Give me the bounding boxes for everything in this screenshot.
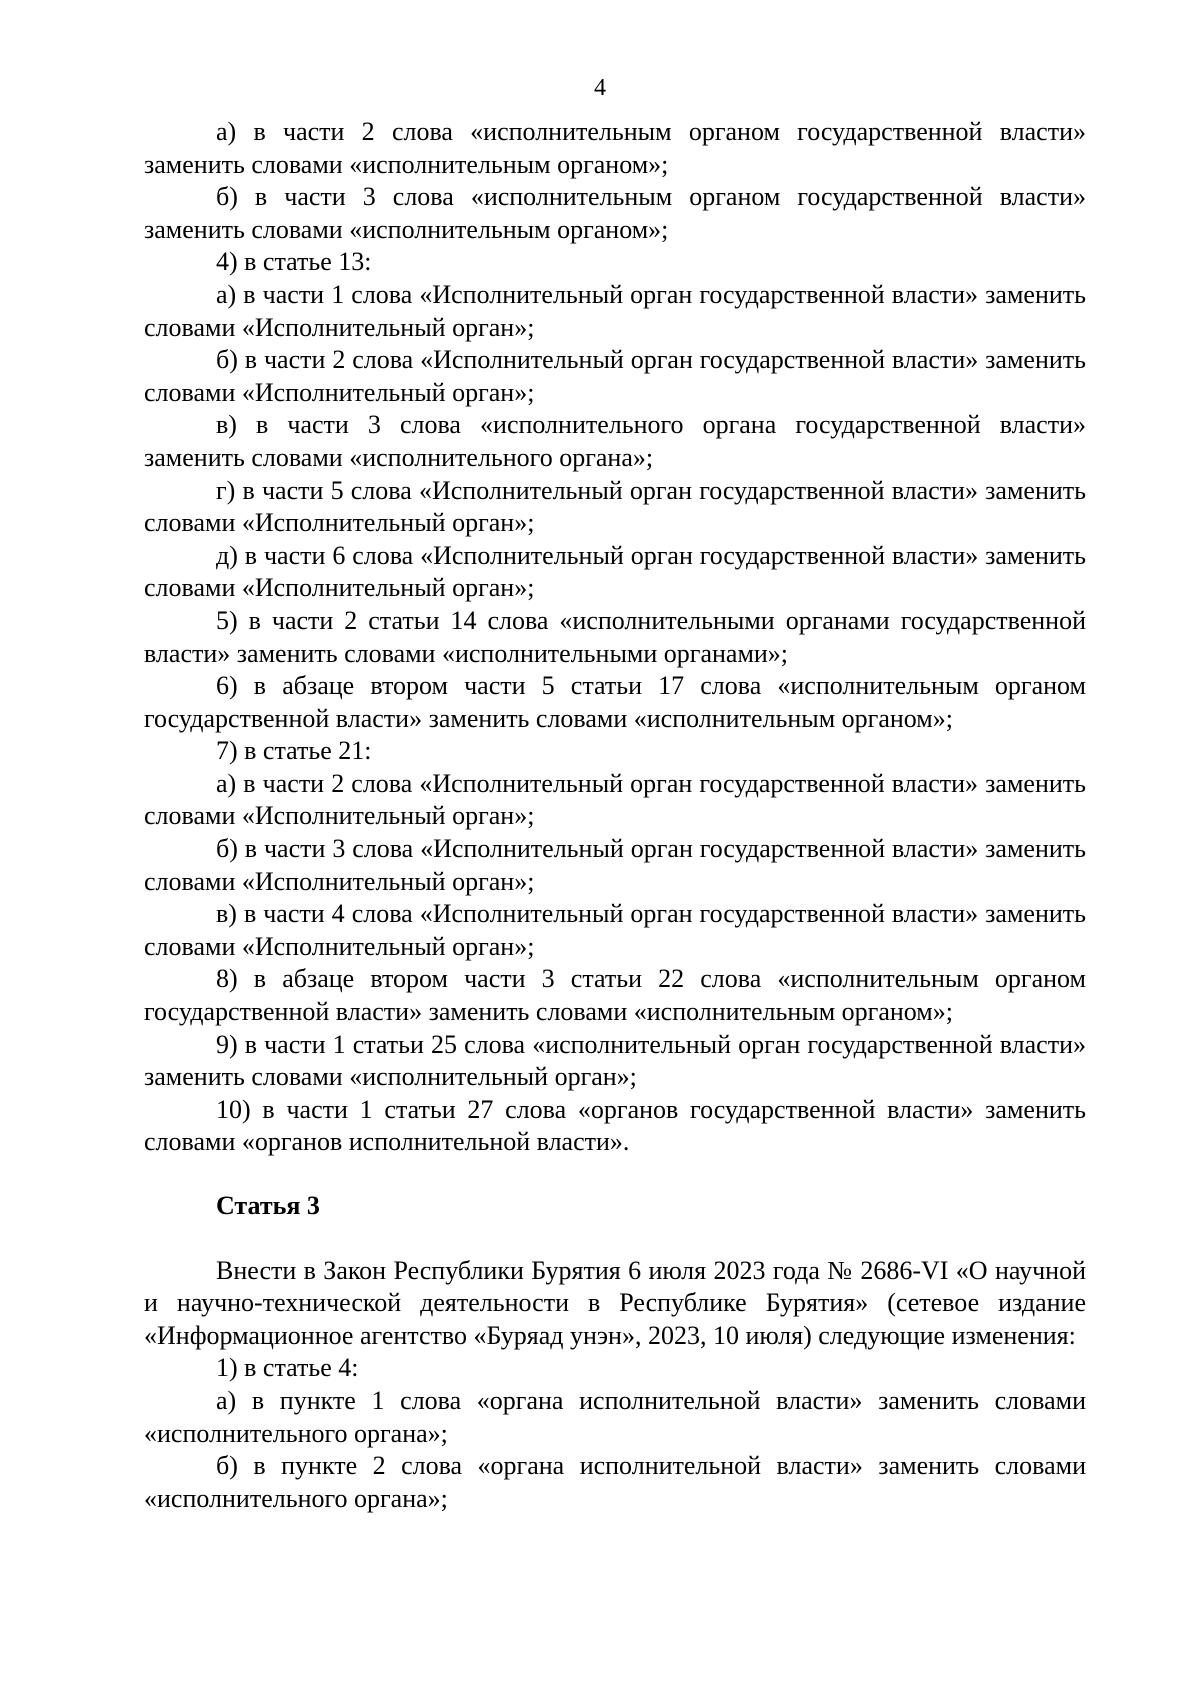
paragraph: 5) в части 2 статьи 14 слова «исполнительными органами государственной власти» заменить словами «исполнительными органами»; — [144, 605, 1086, 668]
paragraph: в) в части 4 слова «Исполнительный орган государственной власти» заменить словами «Исполнительный орган»; — [144, 899, 1086, 961]
page-number: 4 — [594, 75, 606, 101]
paragraph: а) в части 2 слова «исполнительным органом государственной власти» заменить словами «исполнительным органом»; — [144, 117, 1086, 179]
article-heading: Статья 3 — [216, 1191, 320, 1220]
paragraph: а) в пункте 1 слова «органа исполнительной власти» заменить словами «исполнительного органа»; — [144, 1385, 1086, 1448]
paragraph: б) в части 3 слова «исполнительным органом государственной власти» заменить словами «исполнительным органом»; — [144, 182, 1086, 244]
paragraph: 7) в статье 21: — [216, 736, 372, 766]
paragraph: д) в части 6 слова «Исполнительный орган государственной власти» заменить словами «Исполнительный орган»; — [144, 540, 1086, 603]
paragraph: б) в части 2 слова «Исполнительный орган государственной власти» заменить словами «Исполнительный орган»; — [144, 345, 1086, 407]
paragraph: 10) в части 1 статьи 27 слова «органов государственной власти» заменить словами «органов исполнительной власти». — [144, 1094, 1086, 1157]
paragraph: а) в части 1 слова «Исполнительный орган государственной власти» заменить словами «Исполнительный орган»; — [144, 279, 1086, 342]
paragraph: 9) в части 1 статьи 25 слова «исполнительный орган государственной власти» заменить словами «исполнительный орган»; — [144, 1029, 1086, 1092]
paragraph: в) в части 3 слова «исполнительного органа государственной власти» заменить словами «исполнительного органа»; — [144, 410, 1086, 472]
paragraph: 8) в абзаце втором части 3 статьи 22 слова «исполнительным органом государственной власти» заменить словами «исполнительным органом»; — [144, 964, 1086, 1027]
paragraph: б) в пункте 2 слова «органа исполнительной власти» заменить словами «исполнительного органа»; — [144, 1451, 1086, 1513]
paragraph: 1) в статье 4: — [216, 1353, 359, 1383]
paragraph: Внести в Закон Республики Бурятия 6 июля 2023 года № 2686-VI «О научной и научно-технической деятельности в Республике Бурятия» (сетевое издание «Информационное агентство «Буряад унэн», 2023, 10 июля) следующие изменения: — [144, 1255, 1086, 1350]
paragraph: г) в части 5 слова «Исполнительный орган государственной власти» заменить словами «Исполнительный орган»; — [144, 475, 1086, 538]
paragraph: 4) в статье 13: — [216, 247, 372, 277]
paragraph: б) в части 3 слова «Исполнительный орган государственной власти» заменить словами «Исполнительный орган»; — [144, 834, 1086, 896]
document-body — [144, 116, 1086, 1515]
paragraph: а) в части 2 слова «Исполнительный орган государственной власти» заменить словами «Исполнительный орган»; — [144, 768, 1086, 831]
paragraph: 6) в абзаце втором части 5 статьи 17 слова «исполнительным органом государственной власти» заменить словами «исполнительным органом»; — [144, 671, 1086, 733]
